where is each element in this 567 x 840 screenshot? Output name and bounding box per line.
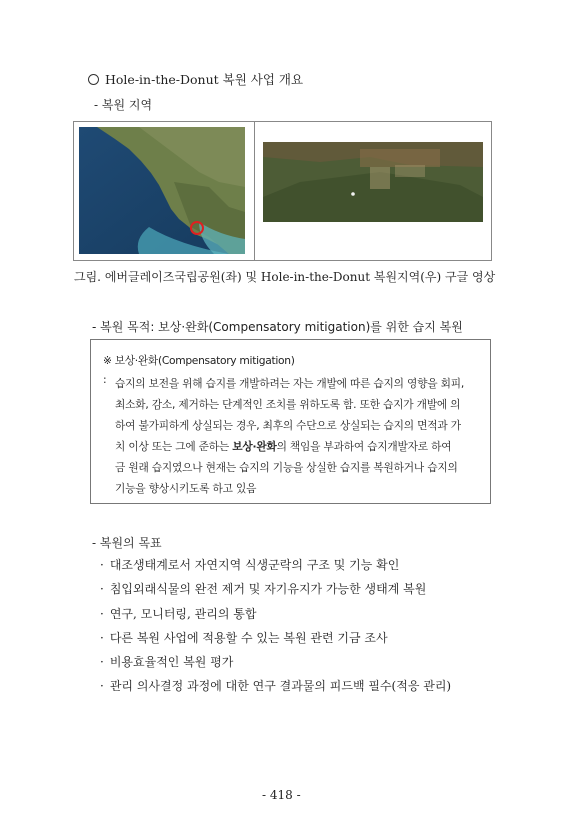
page-number: - 418 - (262, 788, 301, 802)
circle-bullet-icon (88, 74, 99, 85)
note-line: 금 원래 습지였으나 현재는 습지의 기능을 상실한 습지를 복원하거나 습지의 (115, 461, 458, 474)
note-title: ※ 보상·완화(Compensatory mitigation) (103, 354, 295, 367)
objectives-heading: - 복원의 목표 (92, 536, 162, 550)
list-item: · 침입외래식물의 완전 제거 및 자기유지가 가능한 생태계 복원 (100, 582, 427, 597)
note-emphasis: 보상·완화 (232, 440, 277, 453)
list-item: · 다른 복원 사업에 적용할 수 있는 복원 관련 기금 조사 (100, 630, 388, 645)
hole-in-the-donut-satellite-image (260, 127, 486, 254)
image-table (73, 121, 492, 261)
list-item: · 대조생태계로서 자연지역 식생군락의 구조 및 기능 확인 (100, 558, 400, 572)
everglades-satellite-image (79, 127, 245, 254)
list-item: · 비용효율적인 복원 평가 (100, 655, 234, 670)
note-body (115, 373, 464, 499)
list-item: · 연구, 모니터링, 관리의 통합 (100, 606, 257, 621)
note-box (90, 339, 491, 504)
subheading: - 복원 지역 (94, 98, 153, 112)
note-line: 습지의 보전을 위해 습지를 개발하려는 자는 개발에 따른 습지의 영향을 회피, (115, 377, 465, 390)
list-item: · 관리 의사결정 과정에 대한 연구 결과물의 피드백 필수(적응 관리) (100, 679, 452, 694)
note-line: 하여 불가피하게 상실되는 경우, 최후의 수단으로 상실되는 습지의 면적과 가 (115, 419, 461, 432)
restoration-purpose: - 복원 목적: 보상·완화(Compensatory mitigation)를 위한 습지 복원 (92, 320, 463, 334)
note-line: 치 이상 또는 그에 준하는 보상·완화의 책임을 부과하여 습지개발자로 하여 (115, 440, 452, 453)
note-line: 기능을 향상시키도록 하고 있음 (115, 482, 257, 495)
restoration-site-cell (254, 122, 491, 260)
everglades-map-cell (74, 122, 254, 260)
section-heading: Hole-in-the-Donut 복원 사업 개요 (88, 70, 303, 88)
objectives-list (100, 556, 451, 702)
note-colon: : (103, 373, 107, 386)
figure-caption: 그림. 에버글레이즈국립공원(좌) 및 Hole-in-the-Donut 복원지역(우) 구글 영상 (74, 270, 496, 284)
note-line: 최소화, 감소, 제거하는 단계적인 조치를 위하도록 함. 또한 습지가 개발에 의 (115, 398, 461, 411)
